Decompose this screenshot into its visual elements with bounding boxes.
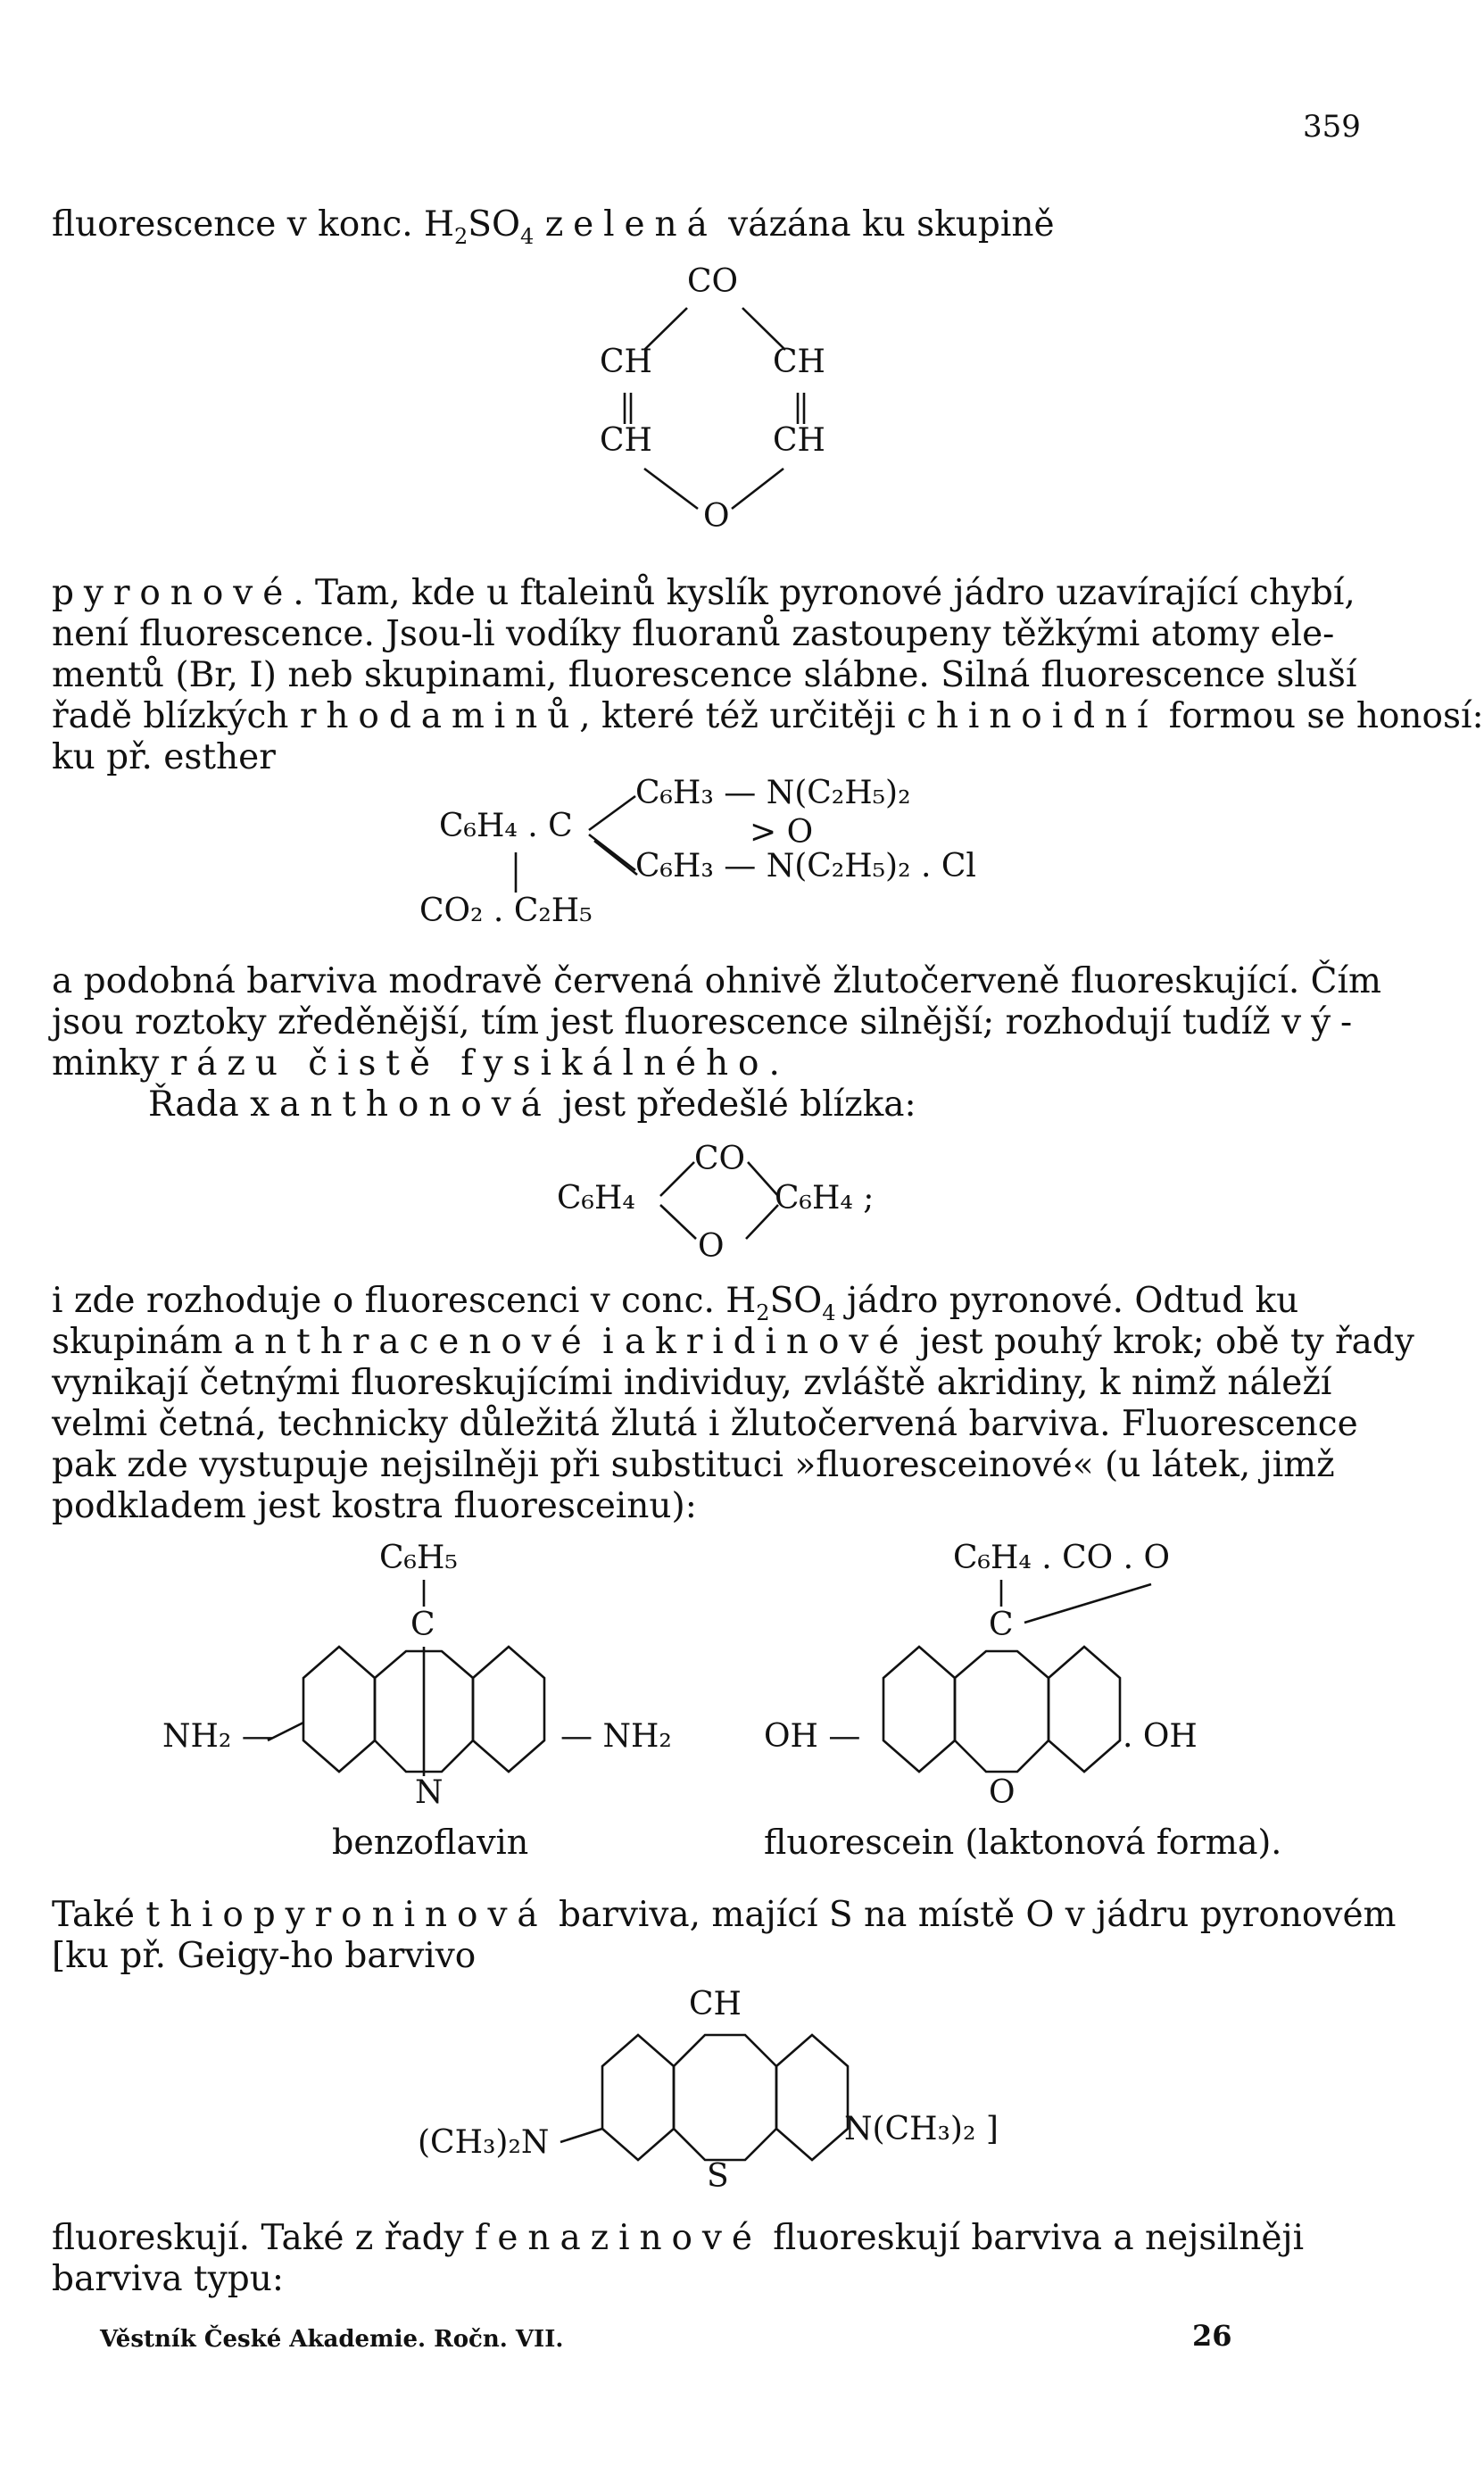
thio-ch: CH xyxy=(689,1986,742,2022)
formula-lower: C₆H₃ — N(C₂H₅)₂ . Cl xyxy=(635,848,976,885)
paragraph-line: pak zde vystupuje nejsilněji při substituci »fluoresceinové« (u látek, jimž xyxy=(52,1445,1335,1485)
text: jest předešlé blízka: xyxy=(551,1084,916,1125)
pyrone-ch: CH xyxy=(773,344,825,380)
text: řadě blízkých xyxy=(52,696,300,736)
formula-middle: > O xyxy=(750,814,814,851)
pyrone-ch: CH xyxy=(600,344,652,380)
text: jádro pyronové. Odtud ku xyxy=(835,1281,1299,1321)
spaced-text: fenazinové xyxy=(475,2218,762,2258)
pyrone-o: O xyxy=(703,498,730,535)
pyrone-ch: CH xyxy=(600,422,652,459)
fluorescein-c: C xyxy=(989,1607,1014,1643)
text: i xyxy=(591,1322,625,1362)
xanthone-o: O xyxy=(698,1228,725,1265)
spaced-text: anthracenové xyxy=(233,1322,592,1362)
paragraph-line: [ku př. Geigy-ho barvivo xyxy=(52,1936,477,1976)
fluorescein-top-group: C₆H₄ . CO . O xyxy=(953,1540,1171,1576)
text: Také xyxy=(52,1895,146,1935)
text: SO xyxy=(468,204,520,245)
page-number: 359 xyxy=(1303,109,1361,145)
text: formou se honosí: xyxy=(1157,696,1484,736)
benzoflavin-phenyl: C₆H₅ xyxy=(379,1540,458,1576)
paragraph-line: a podobná barviva modravě červená ohnivě žlutočerveně fluoreskující. Čím xyxy=(52,961,1381,1001)
subscript: 4 xyxy=(520,223,535,249)
spaced-text: chinoidní xyxy=(907,696,1158,736)
text: minky xyxy=(52,1043,170,1084)
paragraph-line: velmi četná, technicky důležitá žlutá i žlutočervená barviva. Fluorescence xyxy=(52,1404,1358,1444)
spaced-text: rázu čistě fysikálného xyxy=(170,1043,769,1084)
text: Řada xyxy=(148,1084,251,1125)
text: SO xyxy=(769,1281,823,1321)
subscript: 4 xyxy=(822,1300,836,1325)
paragraph-line xyxy=(52,2217,1304,2260)
text: . xyxy=(768,1043,780,1084)
spaced-text: xanthonová xyxy=(250,1084,551,1125)
paragraph-line: není fluorescence. Jsou-li vodíky fluoranů zastoupeny těžkými atomy ele- xyxy=(52,614,1335,654)
spaced-text: zelená xyxy=(544,204,717,245)
fluorescein-oh-left: OH — xyxy=(764,1718,861,1755)
benzoflavin-n: N xyxy=(415,1774,444,1811)
text: fluoreskují barviva a nejsilněji xyxy=(761,2218,1305,2258)
spaced-text: rhodaminů xyxy=(299,696,580,736)
text: fluoreskují. Také z řady xyxy=(52,2218,476,2258)
subscript: 2 xyxy=(756,1300,770,1325)
footer-sheet-number: 26 xyxy=(1192,2319,1232,2353)
fluorescein-o: O xyxy=(989,1774,1016,1811)
text: barviva, mající S na místě O v jádru pyronovém xyxy=(547,1895,1397,1935)
text: skupinám xyxy=(52,1322,234,1362)
benzoflavin-c: C xyxy=(410,1607,435,1643)
text: i zde rozhoduje o fluorescenci v conc. H xyxy=(52,1281,757,1321)
benzoflavin-nh2-right: — NH₂ xyxy=(560,1718,672,1755)
spaced-text: vý- xyxy=(1281,1002,1363,1042)
paragraph-line: vynikají četnými fluoreskujícími individuy, zvláště akridiny, k nimž náleží xyxy=(52,1363,1332,1403)
formula-ester-group: CO₂ . C₂H₅ xyxy=(419,893,593,929)
subscript: 2 xyxy=(454,223,468,249)
text: jest pouhý krok; obě ty řady xyxy=(908,1322,1414,1362)
text: fluorescence v konc. H xyxy=(52,204,455,245)
pyrone-ch: CH xyxy=(773,422,825,459)
paragraph-line: barviva typu: xyxy=(52,2259,284,2299)
paragraph-line: ku př. esther xyxy=(52,737,276,777)
thio-right-amine: N(CH₃)₂ ] xyxy=(844,2111,999,2147)
formula-upper: C₆H₃ — N(C₂H₅)₂ xyxy=(635,775,911,811)
fluorescein-oh-right: . OH xyxy=(1123,1718,1198,1755)
pyrone-co: CO xyxy=(687,263,739,300)
text: . Tam, kde u ftaleinů kyslík pyronové jádro uzavírající chybí, xyxy=(293,573,1355,613)
thio-s: S xyxy=(707,2158,729,2195)
xanthone-left: C₆H₄ xyxy=(557,1180,635,1217)
paragraph-line: mentů (Br, I) neb skupinami, fluorescence slábne. Silná fluorescence sluší xyxy=(52,655,1357,695)
text: , které též určitěji xyxy=(579,696,908,736)
spaced-text: pyronové xyxy=(52,573,294,613)
text: vázána ku skupině xyxy=(717,204,1055,245)
paragraph-line: podkladem jest kostra fluoresceinu): xyxy=(52,1486,697,1526)
xanthone-right: C₆H₄ ; xyxy=(775,1180,875,1217)
spaced-text: akridinové xyxy=(624,1322,909,1362)
benzoflavin-caption: benzoflavin xyxy=(332,1823,529,1862)
thio-left-amine: (CH₃)₂N xyxy=(418,2124,550,2161)
benzoflavin-nh2-left: NH₂ — xyxy=(162,1718,274,1755)
spaced-text: thiopyroninová xyxy=(145,1895,548,1935)
xanthone-co: CO xyxy=(694,1141,746,1177)
formula-ring: C₆H₄ . C xyxy=(439,808,573,844)
footer-journal: Věstník České Akademie. Ročn. VII. xyxy=(100,2326,564,2353)
fluorescein-caption: fluorescein (laktonová forma). xyxy=(764,1823,1282,1862)
text: jsou roztoky zředěnější, tím jest fluorescence silnější; rozhodují tudíž xyxy=(52,1002,1282,1042)
